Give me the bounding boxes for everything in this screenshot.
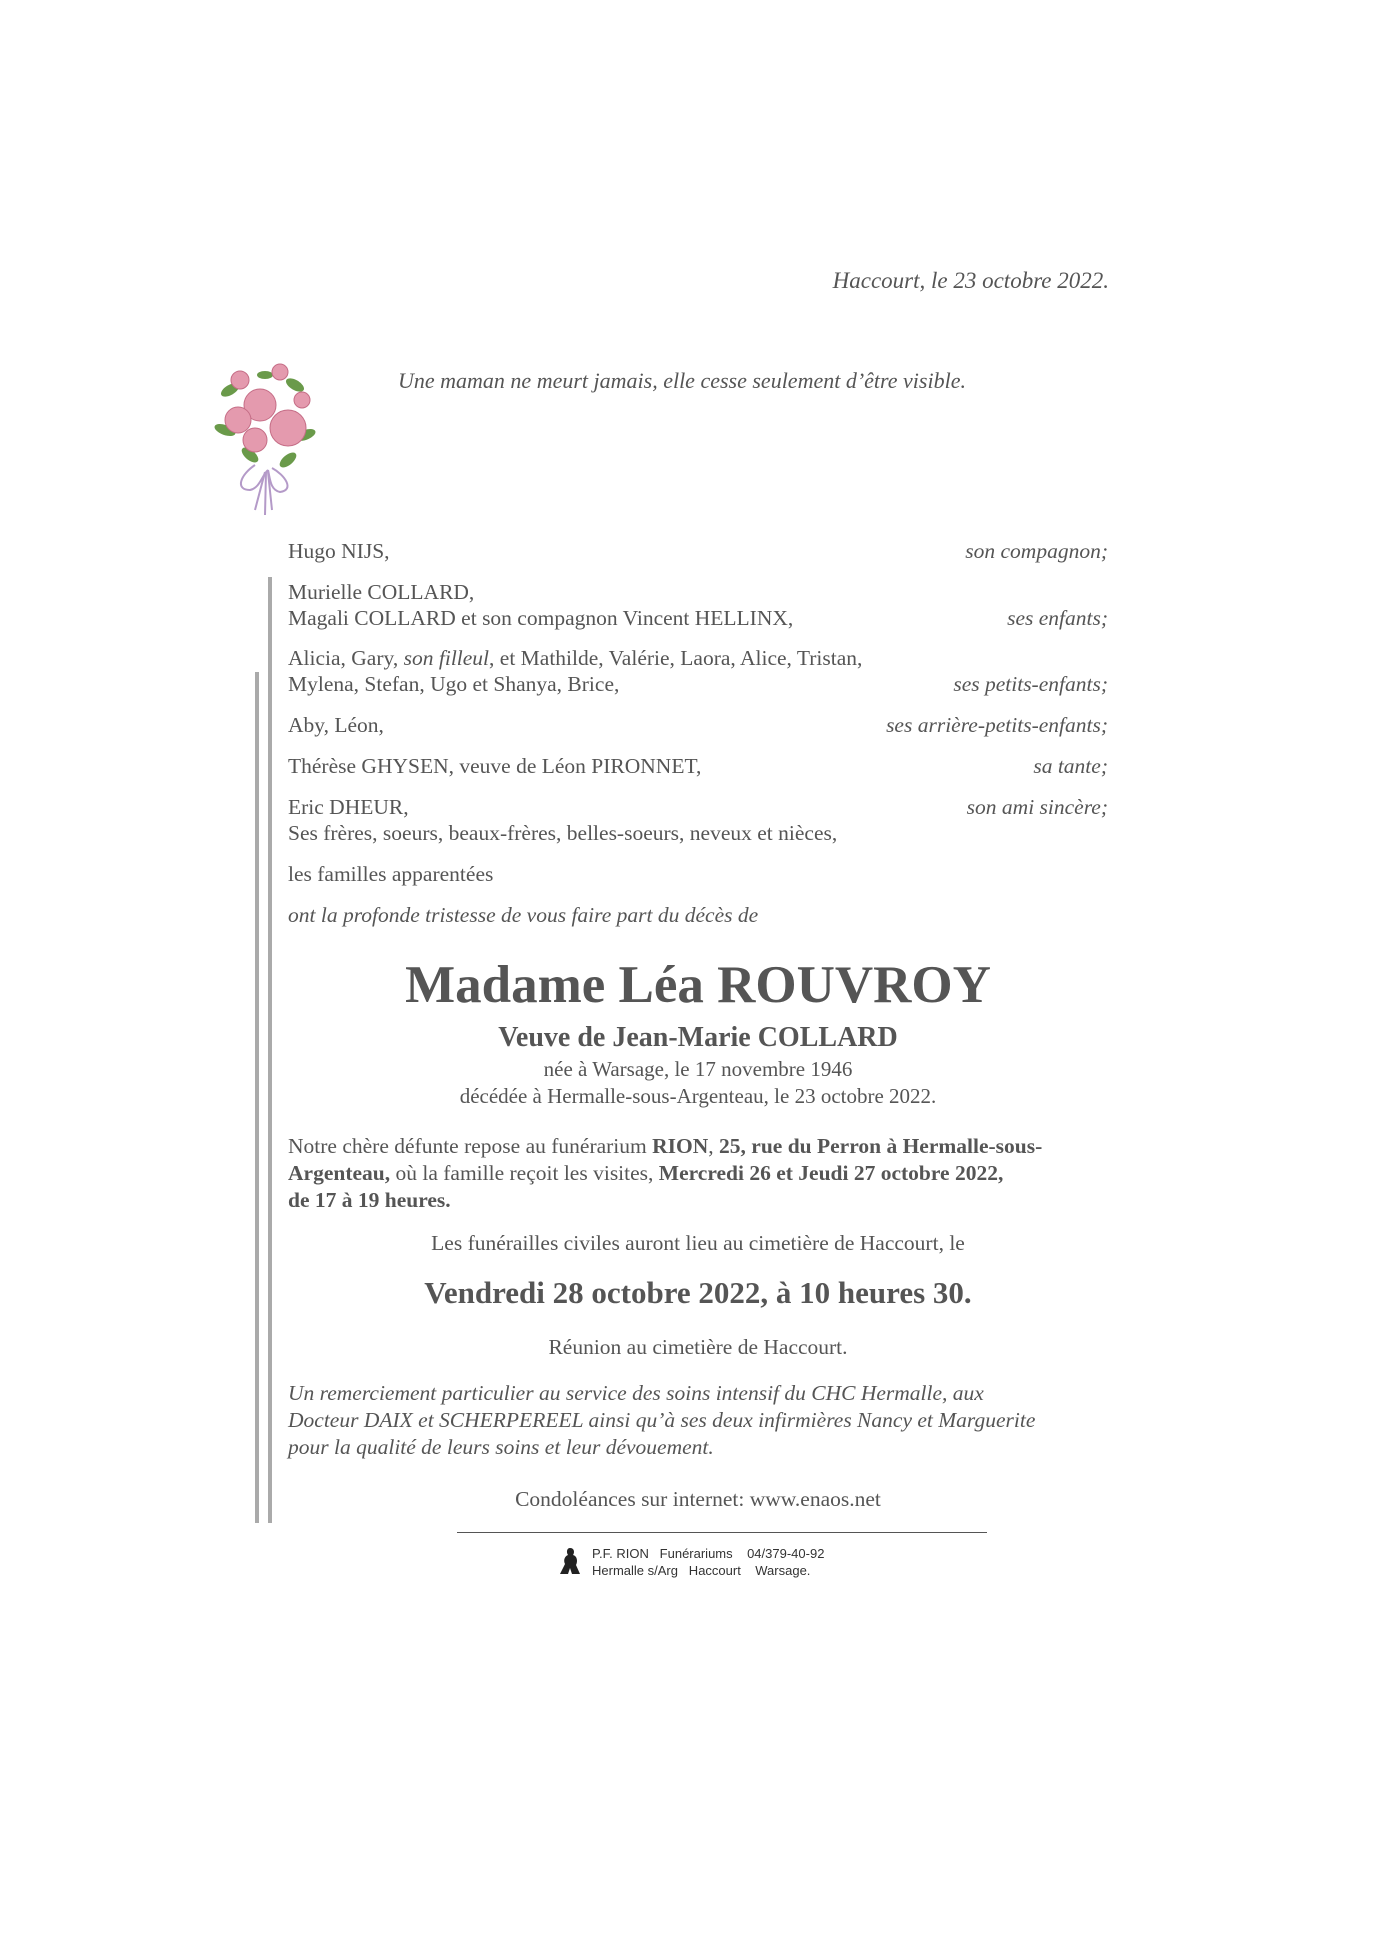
deceased-spouse: Veuve de Jean-Marie COLLARD [498,1022,898,1053]
family-row [288,861,1108,887]
funeral-meeting: Réunion au cimetière de Haccourt. [548,1335,848,1359]
funeral-date: Vendredi 28 octobre 2022, à 10 heures 30. [424,1275,972,1310]
visitation-bold: 25, rue du Perron à Hermalle-sous- [719,1134,1043,1158]
visitation-bold: de 17 à 19 heures. [288,1188,451,1212]
thanks-line: Un remerciement particulier au service des soins intensif du CHC Hermalle, aux [288,1381,984,1405]
family-names: Eric DHEUR, [288,795,409,819]
deceased-born: née à Warsage, le 17 novembre 1946 [543,1057,853,1081]
footer-text [592,1545,824,1579]
family-row [288,794,1108,846]
family-relation: ses arrière-petits-enfants; [886,713,1108,737]
family-row [288,538,1108,564]
family-row [288,712,1108,738]
visitation-text: Notre chère défunte repose au funérarium [288,1134,653,1158]
memorial-quote: Une maman ne meurt jamais, elle cesse seulement d’être visible. [398,368,966,393]
family-names: Hugo NIJS, [288,539,390,563]
thanks-line: pour la qualité de leurs soins et leur dévouement. [288,1435,714,1459]
footer-divider [457,1532,987,1533]
family-names: Thérèse GHYSEN, veuve de Léon PIRONNET, [288,754,702,778]
family-names: Aby, Léon, [288,713,384,737]
family-row [288,753,1108,779]
decorative-bar-outer [255,672,259,1523]
funeral-intro: Les funérailles civiles auront lieu au cimetière de Haccourt, le [431,1231,965,1255]
names-part: , et Mathilde, Valérie, Laora, Alice, Tristan, [489,646,863,670]
visitation-bold: RION [652,1134,709,1158]
deceased-died: décédée à Hermalle-sous-Argenteau, le 23 octobre 2022. [459,1084,937,1108]
family-names: Mylena, Stefan, Ugo et Shanya, Brice, [288,672,620,696]
names-part: Alicia, Gary, [288,646,404,670]
family-relation: son ami sincère; [966,795,1108,819]
funeral-home-logo-icon [558,1546,582,1576]
visitation-bold: Argenteau, [288,1161,391,1185]
visitation-text: où la famille reçoit les visites, [390,1161,659,1185]
family-names [288,645,862,671]
family-relation: sa tante; [1033,754,1108,778]
family-relation: ses enfants; [1007,606,1108,630]
visitation-text: , [708,1134,720,1158]
family-relation: ses petits-enfants; [953,672,1108,696]
date-line: Haccourt, le 23 octobre 2022. [832,268,1109,293]
deceased-name: Madame Léa ROUVROY [405,956,991,1014]
names-italic: son filleul [403,646,490,670]
announcement-line [288,902,1108,928]
condolences-line: Condoléances sur internet: www.enaos.net [515,1487,881,1511]
family-relation: son compagnon; [965,539,1108,563]
family-names: Magali COLLARD et son compagnon Vincent HELLINX, [288,606,794,630]
family-names: les familles apparentées [288,862,494,886]
rose-bouquet-icon [210,360,325,520]
visitation-bold: Mercredi 26 et Jeudi 27 octobre 2022, [658,1161,1004,1185]
visitation-paragraph [288,1133,1108,1214]
thanks-paragraph [288,1380,1108,1461]
footer-line: P.F. RION Funérariums 04/379-40-92 [592,1546,825,1561]
family-names: Ses frères, soeurs, beaux-frères, belles-soeurs, neveux et nièces, [288,821,838,845]
footer-line: Hermalle s/Arg Haccourt Warsage. [592,1563,811,1578]
family-row [288,579,1108,631]
thanks-line: Docteur DAIX et SCHERPEREEL ainsi qu’à ses deux infirmières Nancy et Marguerite [288,1408,1036,1432]
family-names: Murielle COLLARD, [288,580,475,604]
family-row [288,645,1108,697]
announcement: ont la profonde tristesse de vous faire part du décès de [288,903,759,927]
decorative-bar-inner [268,577,272,1523]
